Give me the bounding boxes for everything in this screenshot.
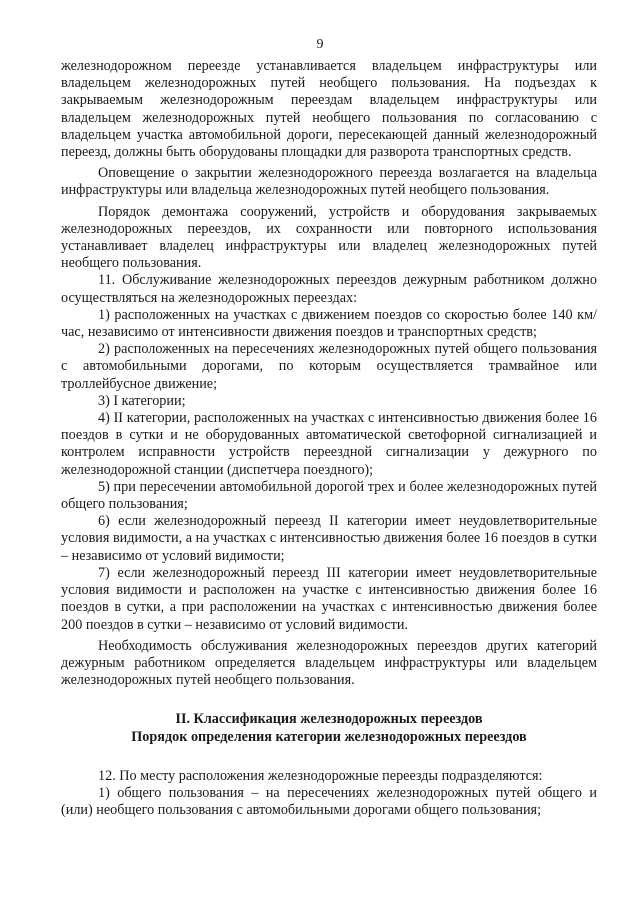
list-item: 1) общего пользования – на пересечениях железнодорожных путей общего и (или) необщего пользования с автомобильными дорогами общего пользования; (61, 784, 597, 819)
section-title: II. Классификация железнодорожных переездов (175, 711, 483, 728)
list-item: 2) расположенных на пересечениях железнодорожных путей общего пользования с автомобильными дорогами, по которым осуществляется трамвайное или троллейбусное движение; (61, 341, 597, 392)
paragraph: Необходимость обслуживания железнодорожных переездов других категорий дежурным работником определяется владельцем инфраструктуры или владельцем железнодорожных путей необщего пользования. (61, 637, 597, 689)
list-item: 3) I категории; (98, 392, 186, 409)
list-item: 5) при пересечении автомобильной дорогой трех и более железнодорожных путей общего пользования; (61, 478, 597, 513)
list-item: 6) если железнодорожный переезд II категории имеет неудовлетворительные условия видимости, а на участках с интенсивностью движения более 16 поездов в сутки – независимо от условий видимости; (61, 513, 597, 564)
list-item: 7) если железнодорожный переезд III категории имеет неудовлетворительные условия видимости и расположен на участке с интенсивностью движения более 16 поездов в сутки, а при расположении на участках с интенсивностью движения более 200 поездов в сутки – независимо от условий видимости. (61, 564, 597, 633)
paragraph: Оповещение о закрытии железнодорожного переезда возлагается на владельца инфраструктуры или владельца железнодорожных путей необщего пользования. (61, 165, 597, 199)
list-item: 1) расположенных на участках с движением поездов со скоростью более 140 км/час, независимо от интенсивности движения поездов и транспортных средств; (61, 306, 597, 341)
page-number: 9 (316, 37, 324, 52)
paragraph: железнодорожном переезде устанавливается владельцем инфраструктуры или владельцем железнодорожных путей необщего пользования. На подъездах к закрываемым железнодорожным переездам владельцем инфраструктуры или владельцем железнодорожных путей необщего пользования по согласованию с владельцем участка автомобильной дороги, пересекающей данный железнодорожный переезд, должны быть оборудованы площадки для разворота транспортных средств. (61, 58, 597, 161)
document-body (61, 58, 597, 819)
list-item: 4) II категории, расположенных на участках с интенсивностью движения более 16 поездов в сутки и не оборудованных автоматической светофорной сигнализацией и контролем исправности устройств переездной сигнализации у дежурного по железнодорожной станции (диспетчера поездного); (61, 410, 597, 478)
paragraph: 12. По месту расположения железнодорожные переезды подразделяются: (98, 767, 543, 784)
paragraph: Порядок демонтажа сооружений, устройств и оборудования закрываемых железнодорожных переездов, их сохранности или повторного использования устанавливает владелец инфраструктуры или владелец железнодорожных путей необщего пользования. (61, 203, 597, 272)
paragraph: 11. Обслуживание железнодорожных переездов дежурным работником должно осуществляться на железнодорожных переездах: (61, 272, 597, 306)
section-subtitle: Порядок определения категории железнодорожных переездов (131, 728, 527, 745)
